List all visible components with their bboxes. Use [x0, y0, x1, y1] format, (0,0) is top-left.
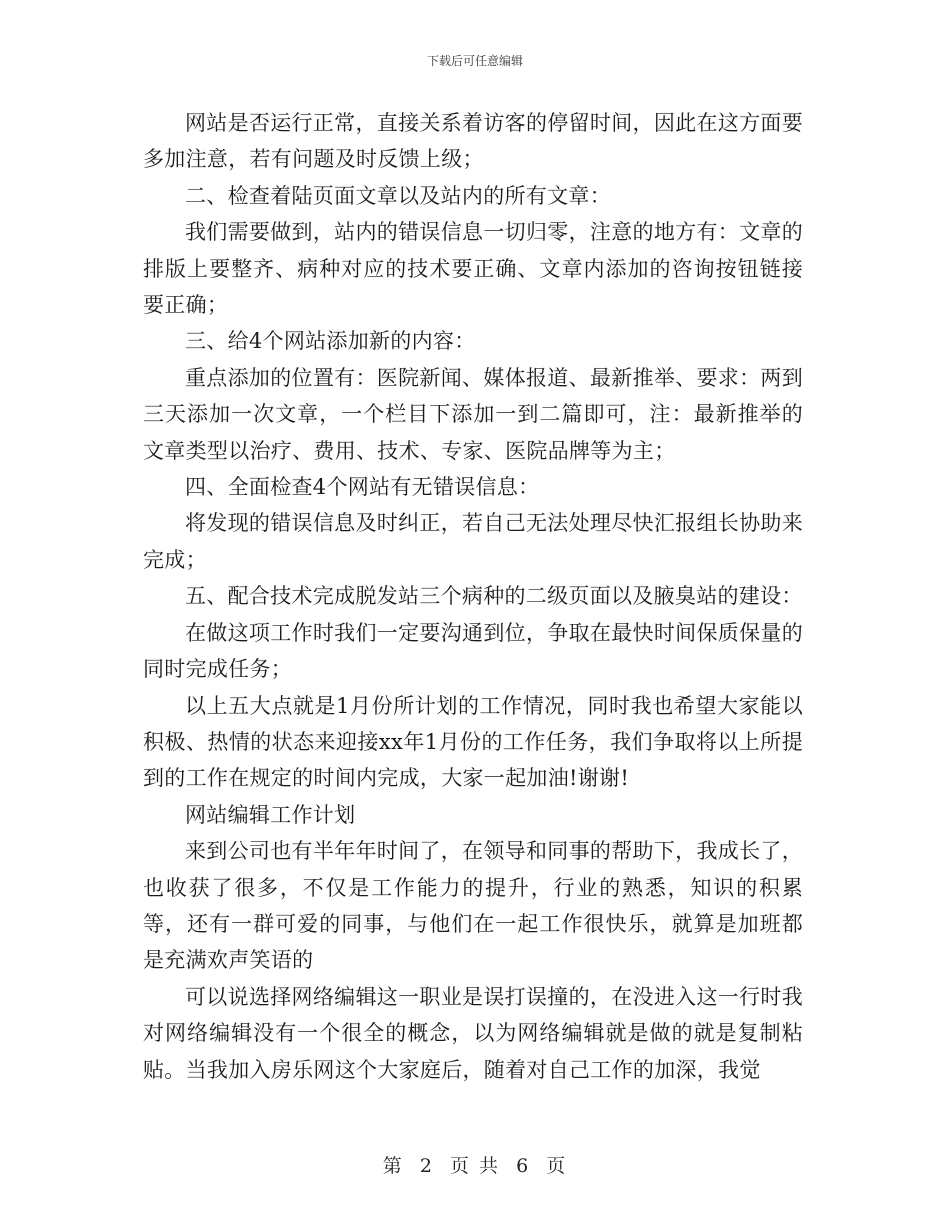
page-header-note: 下载后可任意编辑	[426, 54, 523, 68]
section-heading: 二、检查着陆页面文章以及站内的所有文章：	[185, 183, 611, 208]
page-footer	[0, 1154, 950, 1178]
page-number: 2	[419, 1155, 434, 1177]
section-heading: 四、全面检查4个网站有无错误信息：	[185, 475, 540, 500]
document-title: 网站编辑工作计划	[185, 802, 356, 827]
paragraph: 在做这项工作时我们一定要沟通到位，争取在最快时间保质保量的同时完成任务；	[143, 620, 803, 682]
document-body	[143, 105, 803, 1088]
paragraph: 可以说选择网络编辑这一职业是误打误撞的，在没进入这一行时我对网络编辑没有一个很全的概念，以为网络编辑就是做的就是复制粘贴。当我加入房乐网这个大家庭后，随着对自己工作的加深，我觉	[143, 984, 803, 1082]
footer-suffix: 页	[546, 1155, 568, 1177]
paragraph: 来到公司也有半年年时间了，在领导和同事的帮助下，我成长了，也收获了很多，不仅是工作能力的提升，行业的熟悉，知识的积累等，还有一群可爱的同事，与他们在一起工作很快乐，就算是加班都是充满欢声笑语的	[143, 839, 803, 973]
section-heading: 三、给4个网站添加新的内容：	[185, 329, 476, 354]
paragraph: 网站是否运行正常，直接关系着访客的停留时间，因此在这方面要多加注意，若有问题及时反馈上级；	[143, 111, 803, 172]
footer-middle: 页 共	[449, 1155, 501, 1177]
total-pages: 6	[516, 1155, 531, 1177]
paragraph: 将发现的错误信息及时纠正，若自己无法处理尽快汇报组长协助来完成；	[143, 511, 803, 572]
footer-prefix: 第	[382, 1155, 404, 1177]
section-heading: 五、配合技术完成脱发站三个病种的二级页面以及腋臭站的建设：	[185, 584, 803, 609]
paragraph: 以上五大点就是1月份所计划的工作情况，同时我也希望大家能以积极、热情的状态来迎接xx年1月份的工作任务，我们争取将以上所提到的工作在规定的时间内完成，大家一起加油!谢谢!	[143, 693, 803, 791]
paragraph: 重点添加的位置有：医院新闻、媒体报道、最新推举、要求：两到三天添加一次文章，一个栏目下添加一到二篇即可，注：最新推举的文章类型以治疗、费用、技术、专家、医院品牌等为主；	[143, 365, 803, 463]
paragraph: 我们需要做到，站内的错误信息一切归零，注意的地方有：文章的排版上要整齐、病种对应的技术要正确、文章内添加的咨询按钮链接要正确；	[143, 220, 803, 318]
